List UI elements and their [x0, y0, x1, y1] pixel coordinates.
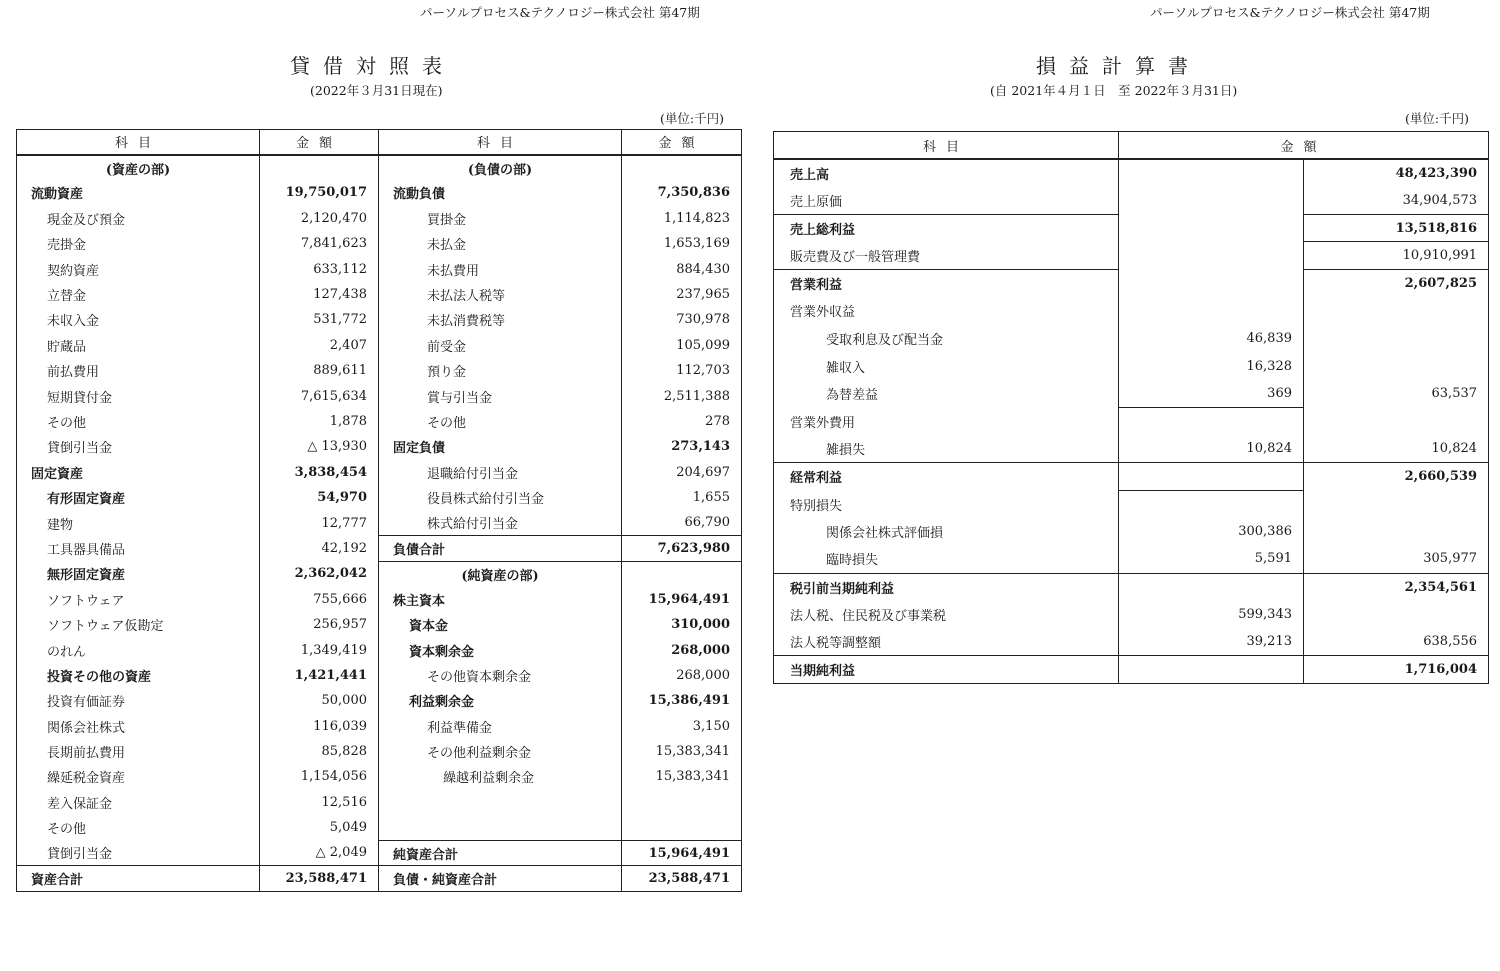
- table-row: [774, 297, 1489, 325]
- is-amount-total: 10,824: [1304, 435, 1489, 463]
- liability-net-amount: 310,000: [622, 612, 742, 637]
- table-row: [17, 713, 742, 738]
- company-name-right: パーソルプロセス&テクノロジー株式会社 第47期: [1150, 5, 1430, 20]
- total-liab-net-label: 負債・純資産合計: [379, 866, 622, 891]
- header-amount: 金額: [1119, 132, 1489, 160]
- liability-net-amount: 2,511,388: [622, 383, 742, 408]
- table-row: [17, 510, 742, 535]
- table-row: [17, 460, 742, 485]
- asset-label: のれん: [17, 637, 260, 662]
- is-label: 臨時損失: [774, 545, 1119, 573]
- is-amount-detail: [1119, 407, 1304, 435]
- is-label: 税引前当期純利益: [774, 573, 1119, 601]
- asset-label: 長期前払費用: [17, 739, 260, 764]
- asset-label: 契約資産: [17, 256, 260, 281]
- liability-net-label: 賞与引当金: [379, 383, 622, 408]
- is-amount-total: 305,977: [1304, 545, 1489, 573]
- is-amount-total: [1304, 407, 1489, 435]
- amount-empty: [260, 155, 379, 180]
- table-row: [17, 409, 742, 434]
- is-label: 関係会社株式評価損: [774, 518, 1119, 546]
- table-row: [17, 358, 742, 383]
- asset-amount: 5,049: [260, 815, 379, 840]
- liability-net-label: 流動負債: [379, 180, 622, 205]
- is-label: 営業外収益: [774, 297, 1119, 325]
- table-row: [774, 407, 1489, 435]
- blank-label: [379, 790, 622, 815]
- table-row: [774, 159, 1489, 187]
- liability-net-label: 負債合計: [379, 536, 622, 561]
- asset-label: 工具器具備品: [17, 536, 260, 561]
- table-row: [17, 307, 742, 332]
- asset-label: 短期貸付金: [17, 383, 260, 408]
- liability-net-label: 未払金: [379, 231, 622, 256]
- is-amount-detail: 46,839: [1119, 325, 1304, 353]
- table-row: [774, 380, 1489, 408]
- income-statement-period: (自 2021年４月１日 至 2022年３月31日): [990, 83, 1238, 98]
- asset-amount: 2,362,042: [260, 561, 379, 586]
- is-amount-detail: [1119, 573, 1304, 601]
- is-amount-total: [1304, 601, 1489, 629]
- asset-amount: 85,828: [260, 739, 379, 764]
- is-amount-total: 48,423,390: [1304, 159, 1489, 187]
- table-row: [17, 637, 742, 662]
- liability-net-amount: 7,623,980: [622, 536, 742, 561]
- asset-amount: 2,120,470: [260, 206, 379, 231]
- is-label: 特別損失: [774, 490, 1119, 518]
- table-row: [774, 435, 1489, 463]
- header-account-assets: 科目: [17, 130, 260, 155]
- liability-net-amount: 204,697: [622, 460, 742, 485]
- table-row: [17, 561, 742, 586]
- is-amount-detail: [1119, 187, 1304, 215]
- table-row: [17, 587, 742, 612]
- asset-amount: 19,750,017: [260, 180, 379, 205]
- liability-net-label: 未払費用: [379, 256, 622, 281]
- is-amount-total: [1304, 325, 1489, 353]
- asset-label: 差入保証金: [17, 790, 260, 815]
- asset-label: ソフトウェア仮勘定: [17, 612, 260, 637]
- is-amount-total: 10,910,991: [1304, 242, 1489, 270]
- table-row: [17, 206, 742, 231]
- liability-net-label: その他: [379, 409, 622, 434]
- table-row: [774, 242, 1489, 270]
- is-amount-total: [1304, 352, 1489, 380]
- asset-amount: 1,878: [260, 409, 379, 434]
- asset-amount: 1,349,419: [260, 637, 379, 662]
- asset-amount: 12,516: [260, 790, 379, 815]
- asset-label: 投資有価証券: [17, 688, 260, 713]
- total-assets-amount: 23,588,471: [260, 866, 379, 891]
- is-label: 当期純利益: [774, 656, 1119, 684]
- asset-amount: 889,611: [260, 358, 379, 383]
- is-label: 雑損失: [774, 435, 1119, 463]
- total-liab-net-amount: 23,588,471: [622, 866, 742, 891]
- asset-label: その他: [17, 409, 260, 434]
- liability-net-amount: 15,964,491: [622, 587, 742, 612]
- is-amount-total: [1304, 490, 1489, 518]
- is-label: 法人税等調整額: [774, 628, 1119, 656]
- asset-label: 有形固定資産: [17, 485, 260, 510]
- table-row: [17, 764, 742, 789]
- liability-net-amount: 112,703: [622, 358, 742, 383]
- is-amount-total: 1,716,004: [1304, 656, 1489, 684]
- section-label: (純資産の部): [379, 561, 622, 586]
- liability-net-label: 資本剰余金: [379, 637, 622, 662]
- is-label: 販売費及び一般管理費: [774, 242, 1119, 270]
- asset-label: 無形固定資産: [17, 561, 260, 586]
- liability-net-amount: 273,143: [622, 434, 742, 459]
- asset-amount: △ 13,930: [260, 434, 379, 459]
- liability-net-label: 株式給付引当金: [379, 510, 622, 535]
- liability-net-label: 利益剰余金: [379, 688, 622, 713]
- table-row: [17, 663, 742, 688]
- liability-net-amount: 884,430: [622, 256, 742, 281]
- liability-net-amount: 15,386,491: [622, 688, 742, 713]
- table-row: [17, 612, 742, 637]
- table-row: [17, 180, 742, 205]
- asset-amount: 50,000: [260, 688, 379, 713]
- table-row: [774, 187, 1489, 215]
- header-account-liabilities: 科目: [379, 130, 622, 155]
- liability-net-label: 利益準備金: [379, 713, 622, 738]
- is-amount-total: 2,660,539: [1304, 463, 1489, 491]
- asset-amount: 127,438: [260, 282, 379, 307]
- asset-label: 投資その他の資産: [17, 663, 260, 688]
- liability-net-label: 役員株式給付引当金: [379, 485, 622, 510]
- liability-net-label: 退職給付引当金: [379, 460, 622, 485]
- income-statement-unit: (単位:千円): [1405, 111, 1469, 126]
- section-assets: (資産の部): [17, 155, 260, 180]
- asset-amount: 7,615,634: [260, 383, 379, 408]
- is-amount-detail: [1119, 242, 1304, 270]
- asset-label: その他: [17, 815, 260, 840]
- liability-net-amount: 268,000: [622, 663, 742, 688]
- table-row: [774, 325, 1489, 353]
- asset-amount: 3,838,454: [260, 460, 379, 485]
- table-row: [17, 485, 742, 510]
- table-row: [774, 269, 1489, 297]
- is-amount-detail: [1119, 297, 1304, 325]
- section-label: (負債の部): [379, 155, 622, 180]
- asset-amount: △ 2,049: [260, 840, 379, 865]
- liability-net-amount: 15,964,491: [622, 840, 742, 865]
- table-row: [17, 688, 742, 713]
- blank-amount: [622, 815, 742, 840]
- header-account: 科目: [774, 132, 1119, 160]
- liability-net-amount: 1,655: [622, 485, 742, 510]
- header-amount-liabilities: 金額: [622, 130, 742, 155]
- income-statement-title: 損益計算書: [1036, 54, 1201, 78]
- total-assets-label: 資産合計: [17, 866, 260, 891]
- liability-net-label: 預り金: [379, 358, 622, 383]
- balance-sheet-title: 貸借対照表: [290, 54, 455, 78]
- table-row: [774, 656, 1489, 684]
- table-row: [17, 840, 742, 865]
- liability-net-label: 未払消費税等: [379, 307, 622, 332]
- table-row: [774, 628, 1489, 656]
- asset-amount: 12,777: [260, 510, 379, 535]
- is-amount-total: 638,556: [1304, 628, 1489, 656]
- table-row: [17, 256, 742, 281]
- table-row: [774, 545, 1489, 573]
- liability-net-amount: 1,114,823: [622, 206, 742, 231]
- is-label: 売上総利益: [774, 214, 1119, 242]
- is-amount-detail: 16,328: [1119, 352, 1304, 380]
- table-row: [774, 352, 1489, 380]
- table-row: [17, 434, 742, 459]
- is-amount-total: 2,607,825: [1304, 269, 1489, 297]
- table-row: [774, 518, 1489, 546]
- liability-net-label: 資本金: [379, 612, 622, 637]
- liability-net-label: 繰越利益剰余金: [379, 764, 622, 789]
- table-header: [774, 132, 1489, 160]
- liability-net-label: 買掛金: [379, 206, 622, 231]
- is-amount-total: [1304, 297, 1489, 325]
- asset-amount: 633,112: [260, 256, 379, 281]
- asset-label: 建物: [17, 510, 260, 535]
- is-label: 受取利息及び配当金: [774, 325, 1119, 353]
- is-label: 経常利益: [774, 463, 1119, 491]
- table-header: [17, 130, 742, 155]
- is-amount-total: 13,518,816: [1304, 214, 1489, 242]
- is-amount-detail: [1119, 269, 1304, 297]
- is-label: 売上高: [774, 159, 1119, 187]
- is-amount-detail: [1119, 656, 1304, 684]
- asset-label: 貯蔵品: [17, 333, 260, 358]
- company-name-left: パーソルプロセス&テクノロジー株式会社 第47期: [420, 5, 700, 20]
- table-row: [774, 463, 1489, 491]
- is-amount-detail: [1119, 490, 1304, 518]
- asset-amount: 7,841,623: [260, 231, 379, 256]
- liability-net-amount: 66,790: [622, 510, 742, 535]
- table-row: [17, 790, 742, 815]
- liability-net-label: 固定負債: [379, 434, 622, 459]
- liability-net-amount: 7,350,836: [622, 180, 742, 205]
- asset-label: 未収入金: [17, 307, 260, 332]
- asset-label: 貸倒引当金: [17, 840, 260, 865]
- asset-amount: 256,957: [260, 612, 379, 637]
- is-amount-detail: 39,213: [1119, 628, 1304, 656]
- blank-amount: [622, 790, 742, 815]
- is-amount-detail: 599,343: [1119, 601, 1304, 629]
- table-row: [17, 333, 742, 358]
- liability-net-label: 未払法人税等: [379, 282, 622, 307]
- balance-sheet-unit: (単位:千円): [660, 111, 724, 126]
- is-amount-detail: [1119, 159, 1304, 187]
- liability-net-amount: 1,653,169: [622, 231, 742, 256]
- asset-label: ソフトウェア: [17, 587, 260, 612]
- is-amount-total: 63,537: [1304, 380, 1489, 408]
- liability-net-amount: 15,383,341: [622, 739, 742, 764]
- is-label: 営業外費用: [774, 407, 1119, 435]
- is-amount-detail: 369: [1119, 380, 1304, 408]
- balance-sheet-date: (2022年３月31日現在): [310, 83, 443, 98]
- asset-amount: 531,772: [260, 307, 379, 332]
- liability-net-amount: 730,978: [622, 307, 742, 332]
- asset-label: 売掛金: [17, 231, 260, 256]
- liability-net-amount: 15,383,341: [622, 764, 742, 789]
- liability-net-label: 純資産合計: [379, 840, 622, 865]
- liability-net-amount: 268,000: [622, 637, 742, 662]
- table-row: [17, 231, 742, 256]
- table-row: [17, 155, 742, 180]
- asset-label: 前払費用: [17, 358, 260, 383]
- table-row: [17, 815, 742, 840]
- asset-label: 繰延税金資産: [17, 764, 260, 789]
- is-label: 売上原価: [774, 187, 1119, 215]
- asset-label: 流動資産: [17, 180, 260, 205]
- asset-amount: 1,421,441: [260, 663, 379, 688]
- liability-net-amount: 3,150: [622, 713, 742, 738]
- asset-amount: 1,154,056: [260, 764, 379, 789]
- is-amount-total: 2,354,561: [1304, 573, 1489, 601]
- amount-empty: [622, 561, 742, 586]
- is-amount-detail: [1119, 214, 1304, 242]
- table-row: [17, 282, 742, 307]
- amount-empty: [622, 155, 742, 180]
- balance-sheet-table: [16, 129, 742, 892]
- liability-net-amount: 105,099: [622, 333, 742, 358]
- asset-label: 貸倒引当金: [17, 434, 260, 459]
- asset-amount: 42,192: [260, 536, 379, 561]
- is-amount-detail: [1119, 463, 1304, 491]
- is-amount-total: [1304, 518, 1489, 546]
- liability-net-label: 株主資本: [379, 587, 622, 612]
- asset-amount: 54,970: [260, 485, 379, 510]
- asset-label: 立替金: [17, 282, 260, 307]
- totals-row: [17, 866, 742, 891]
- blank-label: [379, 815, 622, 840]
- asset-label: 関係会社株式: [17, 713, 260, 738]
- header-amount-assets: 金額: [260, 130, 379, 155]
- liability-net-label: 前受金: [379, 333, 622, 358]
- income-statement-table: [773, 131, 1489, 684]
- is-label: 雑収入: [774, 352, 1119, 380]
- asset-label: 現金及び預金: [17, 206, 260, 231]
- liability-net-label: その他資本剰余金: [379, 663, 622, 688]
- liability-net-amount: 278: [622, 409, 742, 434]
- asset-amount: 755,666: [260, 587, 379, 612]
- is-label: 法人税、住民税及び事業税: [774, 601, 1119, 629]
- liability-net-label: その他利益剰余金: [379, 739, 622, 764]
- is-amount-detail: 10,824: [1119, 435, 1304, 463]
- table-row: [17, 536, 742, 561]
- asset-amount: 116,039: [260, 713, 379, 738]
- liability-net-amount: 237,965: [622, 282, 742, 307]
- asset-amount: 2,407: [260, 333, 379, 358]
- table-row: [17, 383, 742, 408]
- asset-label: 固定資産: [17, 460, 260, 485]
- table-row: [774, 601, 1489, 629]
- table-row: [774, 214, 1489, 242]
- is-label: 為替差益: [774, 380, 1119, 408]
- is-amount-detail: 5,591: [1119, 545, 1304, 573]
- is-amount-detail: 300,386: [1119, 518, 1304, 546]
- is-amount-total: 34,904,573: [1304, 187, 1489, 215]
- table-row: [774, 490, 1489, 518]
- is-label: 営業利益: [774, 269, 1119, 297]
- table-row: [17, 739, 742, 764]
- table-row: [774, 573, 1489, 601]
